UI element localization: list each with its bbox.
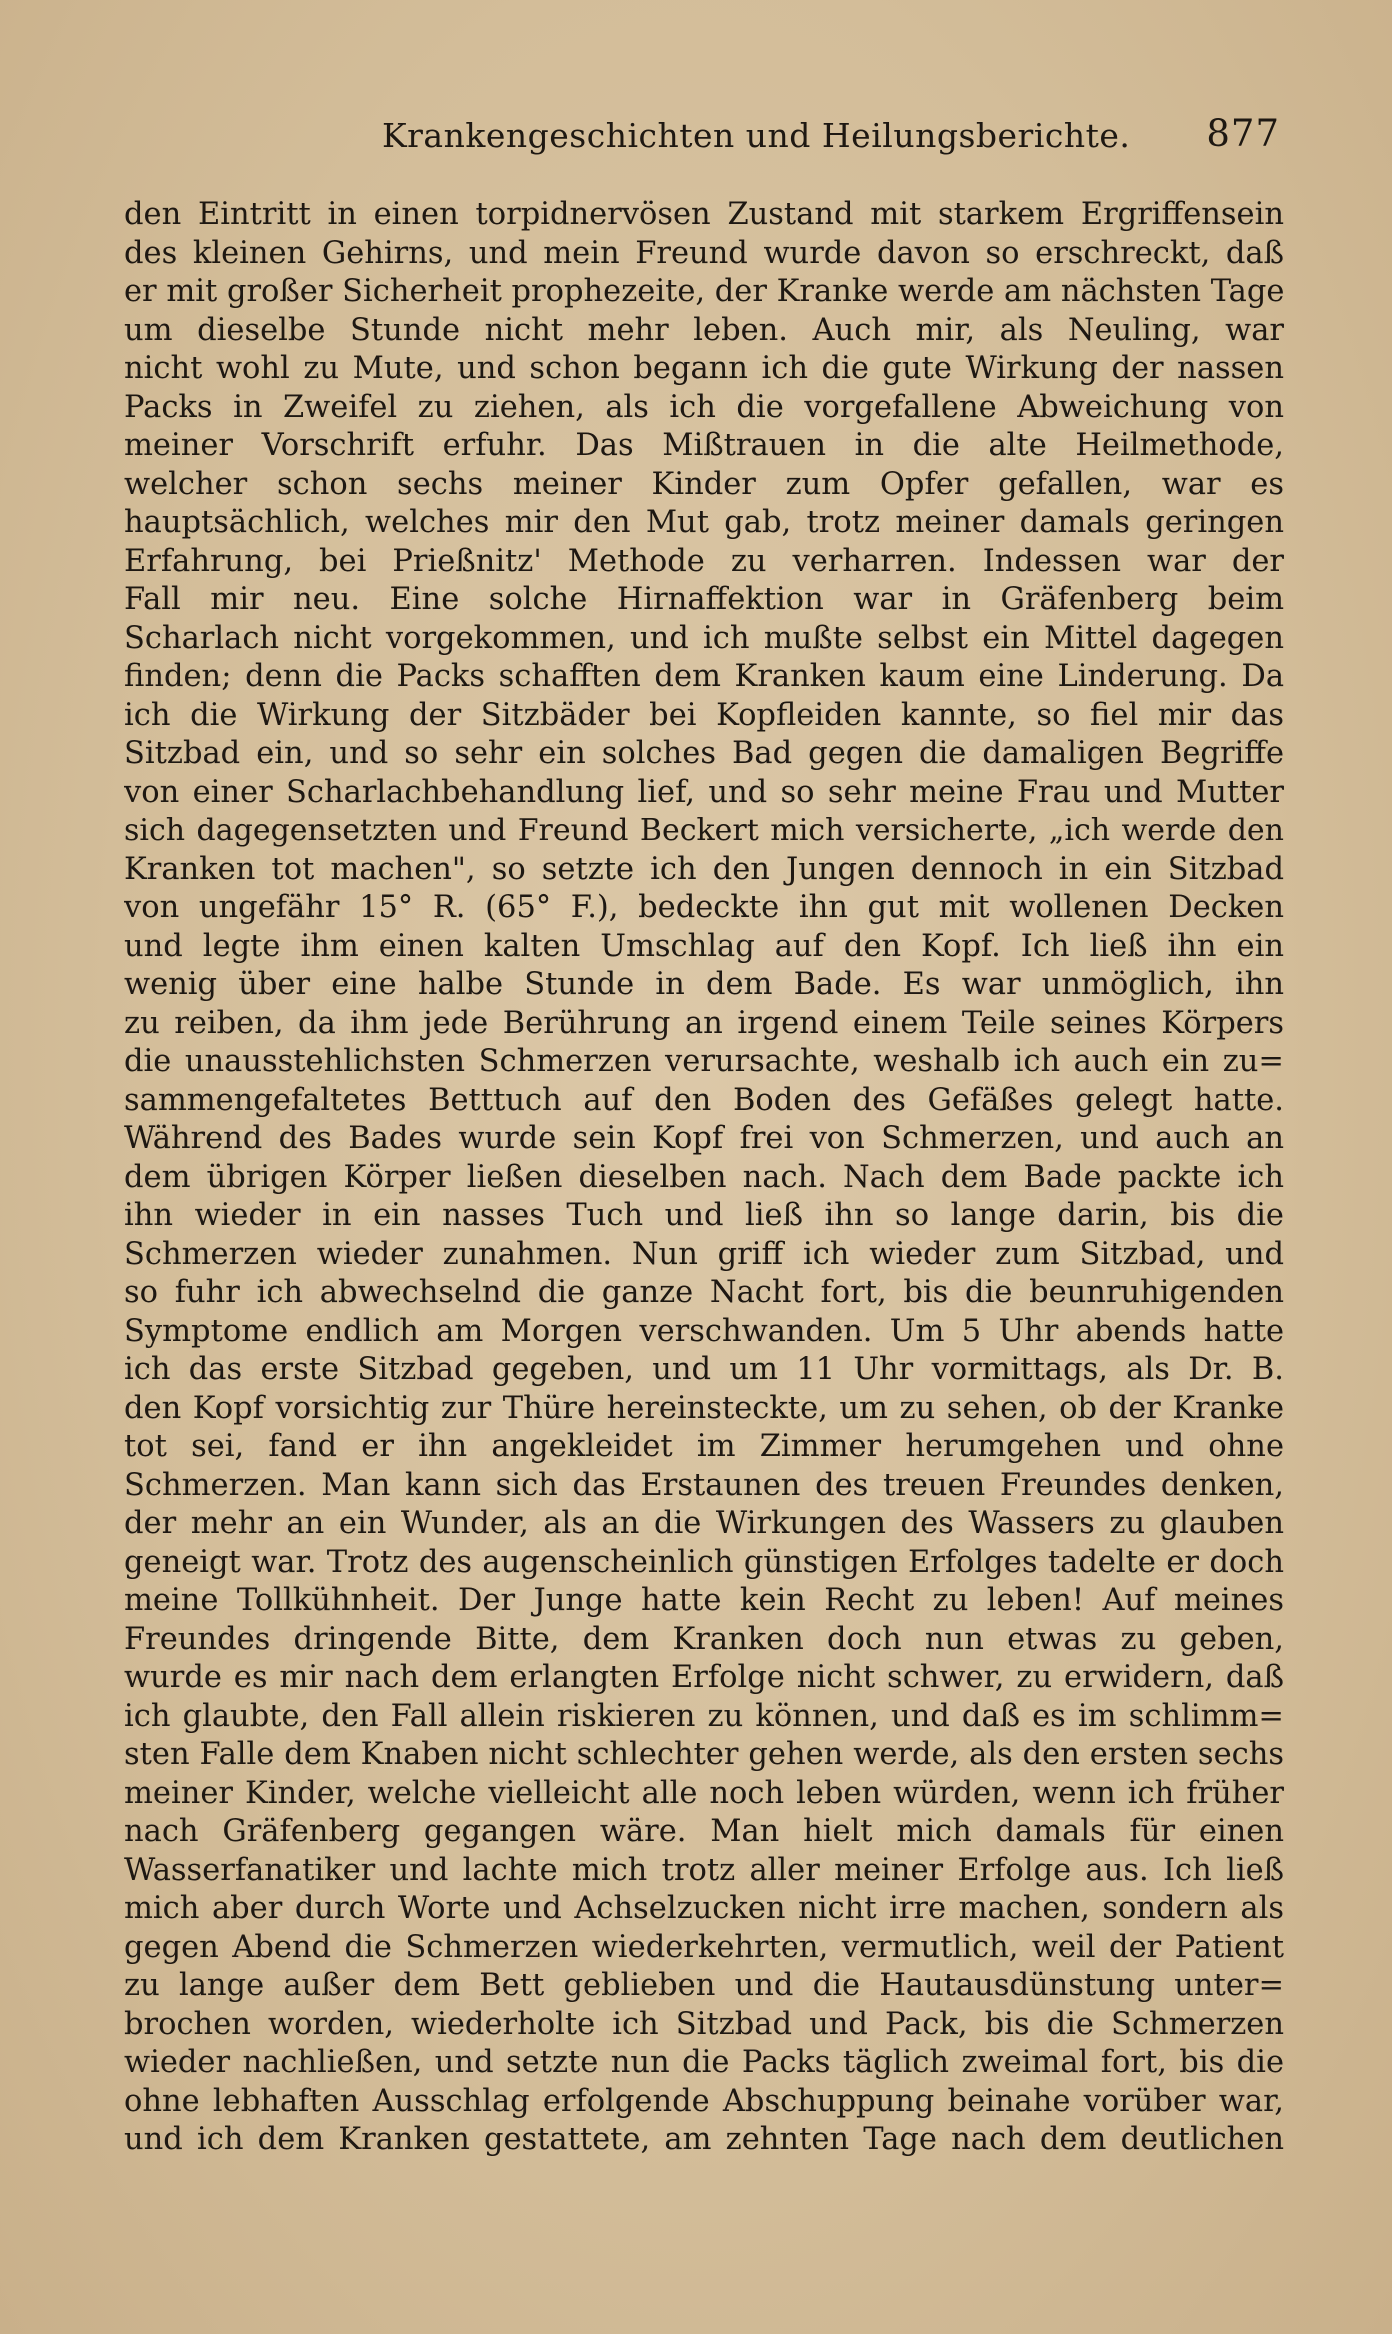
text-line: Packs in Zweifel zu ziehen, als ich die vorgefallene Abweichung von — [124, 389, 1284, 425]
text-line: Kranken tot machen", so setzte ich den Jungen dennoch in ein Sitzbad — [124, 851, 1284, 887]
text-line: von ungefähr 15° R. (65° F.), bedeckte ihn gut mit wollenen Decken — [124, 890, 1284, 925]
text-line: sich dagegensetzten und Freund Beckert mich versicherte, „ich werde den — [124, 813, 1284, 848]
text-line: des kleinen Gehirns, und mein Freund wurde davon so erschreckt, daß — [124, 235, 1284, 271]
text-line: sten Falle dem Knaben nicht schlechter gehen werde, als den ersten sechs — [124, 1737, 1284, 1772]
text-line: so fuhr ich abwechselnd die ganze Nacht fort, bis die beunruhigenden — [124, 1275, 1284, 1310]
text-line: Wasserfanatiker und lachte mich trotz aller meiner Erfolge aus. Ich ließ — [124, 1852, 1284, 1888]
running-head: Krankengeschichten und Heilungsberichte. — [382, 116, 1131, 155]
text-line: er mit großer Sicherheit prophezeite, der Kranke werde am nächsten Tage — [124, 274, 1284, 309]
text-line: Während des Bades wurde sein Kopf frei von Schmerzen, und auch an — [124, 1121, 1284, 1156]
text-line: den Eintritt in einen torpidnervösen Zustand mit starkem Ergriffensein — [124, 197, 1284, 232]
text-line: Sitzbad ein, und so sehr ein solches Bad gegen die damaligen Begriffe — [124, 736, 1284, 771]
text-line: sammengefaltetes Betttuch auf den Boden des Gefäßes gelegt hatte. — [124, 1082, 1284, 1118]
text-line: geneigt war. Trotz des augenscheinlich günstigen Erfolges tadelte er doch — [124, 1544, 1284, 1580]
text-line: finden; denn die Packs schafften dem Kranken kaum eine Linderung. Da — [124, 659, 1284, 694]
text-line: tot sei, fand er ihn angekleidet im Zimmer herumgehen und ohne — [124, 1429, 1284, 1464]
text-line: die unausstehlichsten Schmerzen verursachte, weshalb ich auch ein zu= — [124, 1044, 1284, 1079]
text-line: meiner Vorschrift erfuhr. Das Mißtrauen in die alte Heilmethode, — [124, 428, 1284, 463]
text-line: nach Gräfenberg gegangen wäre. Man hielt mich damals für einen — [124, 1814, 1284, 1849]
page-number: 877 — [1206, 112, 1280, 155]
text-line: Scharlach nicht vorgekommen, und ich mußte selbst ein Mittel dagegen — [124, 620, 1284, 656]
text-line: wieder nachließen, und setzte nun die Packs täglich zweimal fort, bis die — [124, 2045, 1284, 2080]
text-line: meiner Kinder, welche vielleicht alle noch leben würden, wenn ich früher — [124, 1775, 1284, 1811]
text-line: meine Tollkühnheit. Der Junge hatte kein Recht zu leben! Auf meines — [124, 1583, 1284, 1618]
text-line: zu lange außer dem Bett geblieben und die Hautausdünstung unter= — [124, 1968, 1284, 2003]
text-line: Schmerzen wieder zunahmen. Nun griff ich wieder zum Sitzbad, und — [124, 1236, 1284, 1272]
text-line: ich die Wirkung der Sitzbäder bei Kopfleiden kannte, so fiel mir das — [124, 697, 1284, 733]
body-text — [124, 196, 1284, 2160]
text-line: und legte ihm einen kalten Umschlag auf den Kopf. Ich ließ ihn ein — [124, 928, 1284, 964]
text-line: wenig über eine halbe Stunde in dem Bade. Es war unmöglich, ihn — [124, 967, 1284, 1002]
text-line: der mehr an ein Wunder, als an die Wirkungen des Wassers zu glauben — [124, 1506, 1284, 1541]
text-line: um dieselbe Stunde nicht mehr leben. Auch mir, als Neuling, war — [124, 312, 1284, 348]
text-line: ihn wieder in ein nasses Tuch und ließ ihn so lange darin, bis die — [124, 1198, 1284, 1233]
text-line: Erfahrung, bei Prießnitz' Methode zu verharren. Indessen war der — [124, 543, 1284, 579]
text-line: ohne lebhaften Ausschlag erfolgende Abschuppung beinahe vorüber war, — [124, 2083, 1284, 2119]
text-line: wurde es mir nach dem erlangten Erfolge nicht schwer, zu erwidern, daß — [124, 1660, 1284, 1695]
text-line: Schmerzen. Man kann sich das Erstaunen des treuen Freundes denken, — [124, 1467, 1284, 1503]
text-line: Symptome endlich am Morgen verschwanden. Um 5 Uhr abends hatte — [124, 1313, 1284, 1349]
text-line: gegen Abend die Schmerzen wiederkehrten, vermutlich, weil der Patient — [124, 1929, 1284, 1965]
text-line: zu reiben, da ihm jede Berührung an irgend einem Teile seines Körpers — [124, 1005, 1284, 1041]
text-line: Fall mir neu. Eine solche Hirnaffektion war in Gräfenberg beim — [124, 582, 1284, 617]
text-line: brochen worden, wiederholte ich Sitzbad und Pack, bis die Schmerzen — [124, 2006, 1284, 2042]
text-line: ich glaubte, den Fall allein riskieren zu können, und daß es im schlimm= — [124, 1698, 1284, 1734]
text-line: dem übrigen Körper ließen dieselben nach. Nach dem Bade packte ich — [124, 1159, 1284, 1195]
text-line: von einer Scharlachbehandlung lief, und so sehr meine Frau und Mutter — [124, 774, 1284, 810]
text-line: mich aber durch Worte und Achselzucken nicht irre machen, sondern als — [124, 1891, 1284, 1926]
text-line: hauptsächlich, welches mir den Mut gab, trotz meiner damals geringen — [124, 505, 1284, 540]
text-line: den Kopf vorsichtig zur Thüre hereinsteckte, um zu sehen, ob der Kranke — [124, 1390, 1284, 1426]
text-line: welcher schon sechs meiner Kinder zum Opfer gefallen, war es — [124, 466, 1284, 502]
text-line: Freundes dringende Bitte, dem Kranken doch nun etwas zu geben, — [124, 1621, 1284, 1657]
text-line: ich das erste Sitzbad gegeben, und um 11 Uhr vormittags, als Dr. B. — [124, 1352, 1284, 1387]
text-line: nicht wohl zu Mute, und schon begann ich die gute Wirkung der nassen — [124, 351, 1284, 386]
page-header — [120, 110, 1280, 160]
text-line: und ich dem Kranken gestattete, am zehnten Tage nach dem deutlichen — [124, 2122, 1284, 2157]
